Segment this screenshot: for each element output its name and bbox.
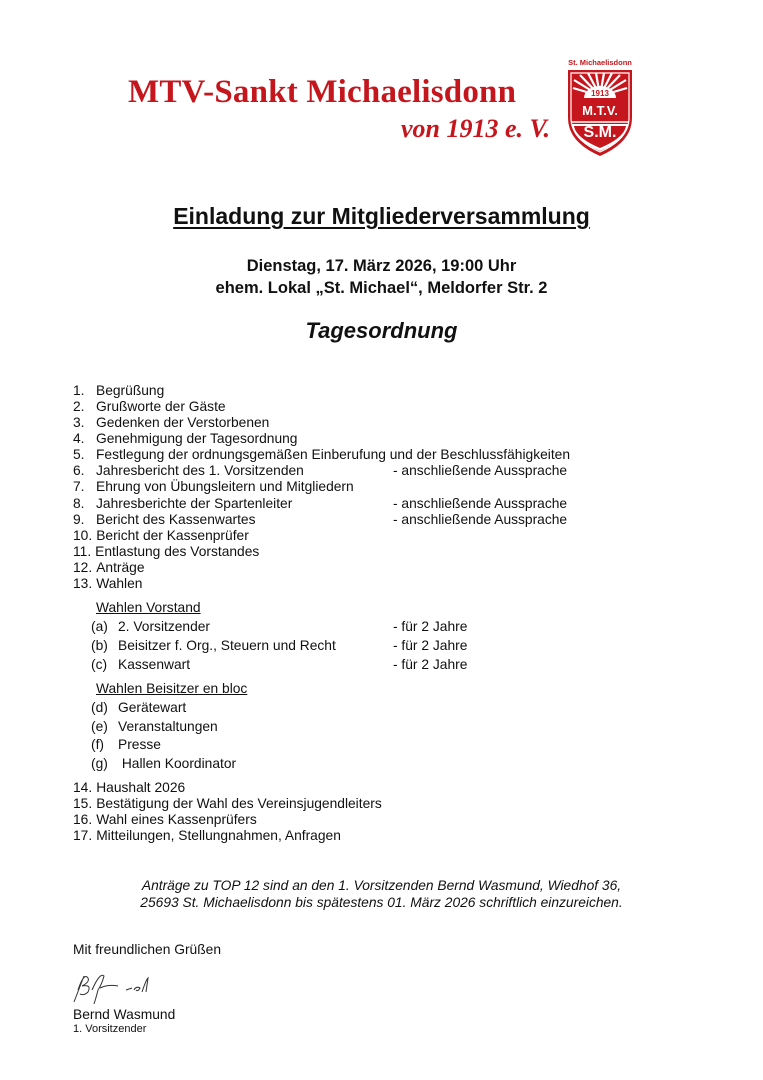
item-note: - anschließende Aussprache <box>393 496 568 511</box>
club-logo <box>560 58 640 158</box>
item-letter: (g) <box>91 756 108 771</box>
closing-greeting: Mit freundlichen Grüßen <box>73 942 221 957</box>
item-text: Wahl eines Kassenprüfers <box>96 812 257 827</box>
election-item <box>91 756 236 772</box>
meeting-date: Dienstag, 17. März 2026, 19:00 Uhr <box>246 257 517 275</box>
item-text: Kassenwart <box>118 657 191 672</box>
item-number: 1. <box>73 383 85 398</box>
agenda-item <box>73 399 226 415</box>
item-number: 2. <box>73 399 85 414</box>
agenda-item <box>73 479 354 495</box>
item-text: Bericht des Kassenwartes <box>96 512 256 527</box>
item-number: 13. <box>73 576 93 591</box>
item-number: 5. <box>73 447 85 462</box>
agenda-item <box>73 560 145 576</box>
item-note: - anschließende Aussprache <box>393 463 568 478</box>
item-text: Begrüßung <box>96 383 165 398</box>
item-number: 9. <box>73 512 85 527</box>
agenda-title: Tagesordnung <box>305 318 458 343</box>
logo-line2: S.M. <box>583 124 617 141</box>
item-letter: (d) <box>91 700 108 715</box>
election-item <box>91 700 186 716</box>
item-text: Haushalt 2026 <box>96 780 186 795</box>
item-text: Veranstaltungen <box>118 719 218 734</box>
board-elections-heading: Wahlen Vorstand <box>96 600 201 615</box>
item-text: Hallen Koordinator <box>118 756 237 771</box>
logo-line1: M.T.V. <box>582 103 618 118</box>
assessor-elections-heading: Wahlen Beisitzer en bloc <box>96 681 248 696</box>
agenda-item <box>73 512 256 528</box>
item-note: - für 2 Jahre <box>393 657 468 672</box>
agenda-item <box>73 528 249 544</box>
agenda-item <box>73 544 259 560</box>
item-text: Ehrung von Übungsleitern und Mitgliedern <box>96 479 354 494</box>
election-item <box>91 638 336 654</box>
item-text: Presse <box>118 737 161 752</box>
item-number: 11. <box>73 544 92 559</box>
item-text: Gerätewart <box>118 700 187 715</box>
agenda-item <box>73 447 570 463</box>
meeting-venue: ehem. Lokal „St. Michael“, Meldorfer Str. 2 <box>215 279 548 297</box>
signer-role: 1. Vorsitzender <box>73 1023 147 1035</box>
agenda-item <box>73 431 297 447</box>
agenda-item <box>73 780 185 796</box>
item-letter: (a) <box>91 619 108 634</box>
signature-icon <box>70 966 160 1006</box>
item-text: Entlastung des Vorstandes <box>95 544 260 559</box>
item-number: 7. <box>73 479 85 494</box>
agenda-item <box>73 463 304 479</box>
item-note: - für 2 Jahre <box>393 638 468 653</box>
item-note: - für 2 Jahre <box>393 619 468 634</box>
item-text: Genehmigung der Tagesordnung <box>96 431 298 446</box>
item-text: Festlegung der ordnungsgemäßen Einberufung und der Beschlussfähigkeiten <box>96 447 571 462</box>
agenda-item <box>73 496 292 512</box>
agenda-item <box>73 828 341 844</box>
logo-caption: St. Michaelisdonn <box>568 58 632 67</box>
item-text: Mitteilungen, Stellungnahmen, Anfragen <box>96 828 341 843</box>
club-name: MTV-Sankt Michaelisdonn <box>128 74 517 110</box>
item-text: Anträge <box>96 560 145 575</box>
election-item <box>91 737 161 753</box>
item-text: Gedenken der Verstorbenen <box>96 415 270 430</box>
election-item <box>91 657 190 673</box>
agenda-item <box>73 796 382 812</box>
item-letter: (f) <box>91 737 105 752</box>
item-letter: (e) <box>91 719 108 734</box>
item-number: 16. <box>73 812 93 827</box>
logo-year: 1913 <box>591 89 609 98</box>
item-letter: (c) <box>91 657 108 672</box>
club-subtitle: von 1913 e. V. <box>400 114 550 143</box>
item-number: 14. <box>73 780 93 795</box>
item-text: Beisitzer f. Org., Steuern und Recht <box>118 638 336 653</box>
election-item <box>91 719 218 735</box>
document-title: Einladung zur Mitgliederversammlung <box>173 203 590 229</box>
item-number: 8. <box>73 496 85 511</box>
item-text: Jahresberichte der Spartenleiter <box>96 496 293 511</box>
item-text: Grußworte der Gäste <box>96 399 226 414</box>
item-number: 10. <box>73 528 93 543</box>
agenda-item <box>73 812 257 828</box>
election-item <box>91 619 210 635</box>
item-number: 6. <box>73 463 85 478</box>
agenda-item <box>73 576 142 592</box>
item-number: 17. <box>73 828 93 843</box>
agenda-item <box>73 383 164 399</box>
item-text: Bestätigung der Wahl des Vereinsjugendleiters <box>96 796 382 811</box>
item-number: 15. <box>73 796 93 811</box>
agenda-item <box>73 415 269 431</box>
item-number: 4. <box>73 431 85 446</box>
item-number: 3. <box>73 415 85 430</box>
remark-line-1: Anträge zu TOP 12 sind an den 1. Vorsitzenden Bernd Wasmund, Wiedhof 36, <box>141 878 622 893</box>
item-number: 12. <box>73 560 93 575</box>
signer-name: Bernd Wasmund <box>73 1007 176 1022</box>
item-text: Wahlen <box>96 576 143 591</box>
remark-line-2: 25693 St. Michaelisdonn bis spätestens 01. März 2026 schriftlich einzureichen. <box>140 895 623 910</box>
item-note: - anschließende Aussprache <box>393 512 568 527</box>
item-text: Bericht der Kassenprüfer <box>96 528 249 543</box>
item-letter: (b) <box>91 638 108 653</box>
item-text: Jahresbericht des 1. Vorsitzenden <box>96 463 304 478</box>
item-text: 2. Vorsitzender <box>118 619 211 634</box>
